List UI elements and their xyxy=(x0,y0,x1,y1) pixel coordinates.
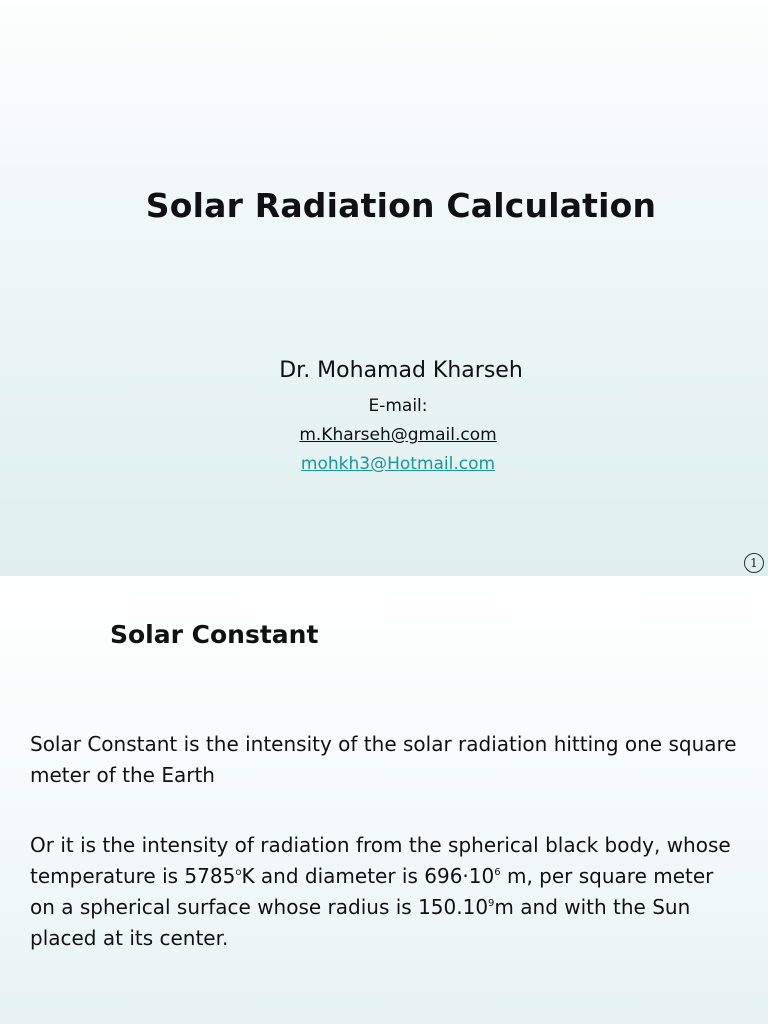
paragraph-text-4: m and with the Sun placed at its center. xyxy=(30,895,691,950)
degree-superscript: o xyxy=(235,867,242,878)
paragraph-text-1: Or it is the intensity of radiation from the spherical black body, whose temperature is 5785 xyxy=(30,833,731,888)
author-name: Dr. Mohamad Kharseh xyxy=(279,358,523,383)
exponent-superscript-6: 6 xyxy=(494,867,501,878)
slide-title: Solar Radiation Calculation xyxy=(145,186,657,225)
email-link-hotmail[interactable]: mohkh3@Hotmail.com xyxy=(300,454,496,474)
paragraph-text-2: K and diameter is 696·10 xyxy=(241,864,495,888)
alternative-definition-paragraph xyxy=(30,830,740,954)
exponent-superscript-9: 9 xyxy=(488,898,495,909)
paragraph-text-3: m, per square meter on a spherical surface whose radius is 150.10 xyxy=(30,864,714,919)
section-title: Solar Constant xyxy=(110,620,319,649)
page-number-badge: 1 xyxy=(744,553,764,573)
email-label: E-mail: xyxy=(368,396,428,416)
email-link-gmail[interactable]: m.Kharseh@gmail.com xyxy=(299,425,497,445)
definition-paragraph: Solar Constant is the intensity of the solar radiation hitting one square meter of the Earth xyxy=(30,732,737,787)
